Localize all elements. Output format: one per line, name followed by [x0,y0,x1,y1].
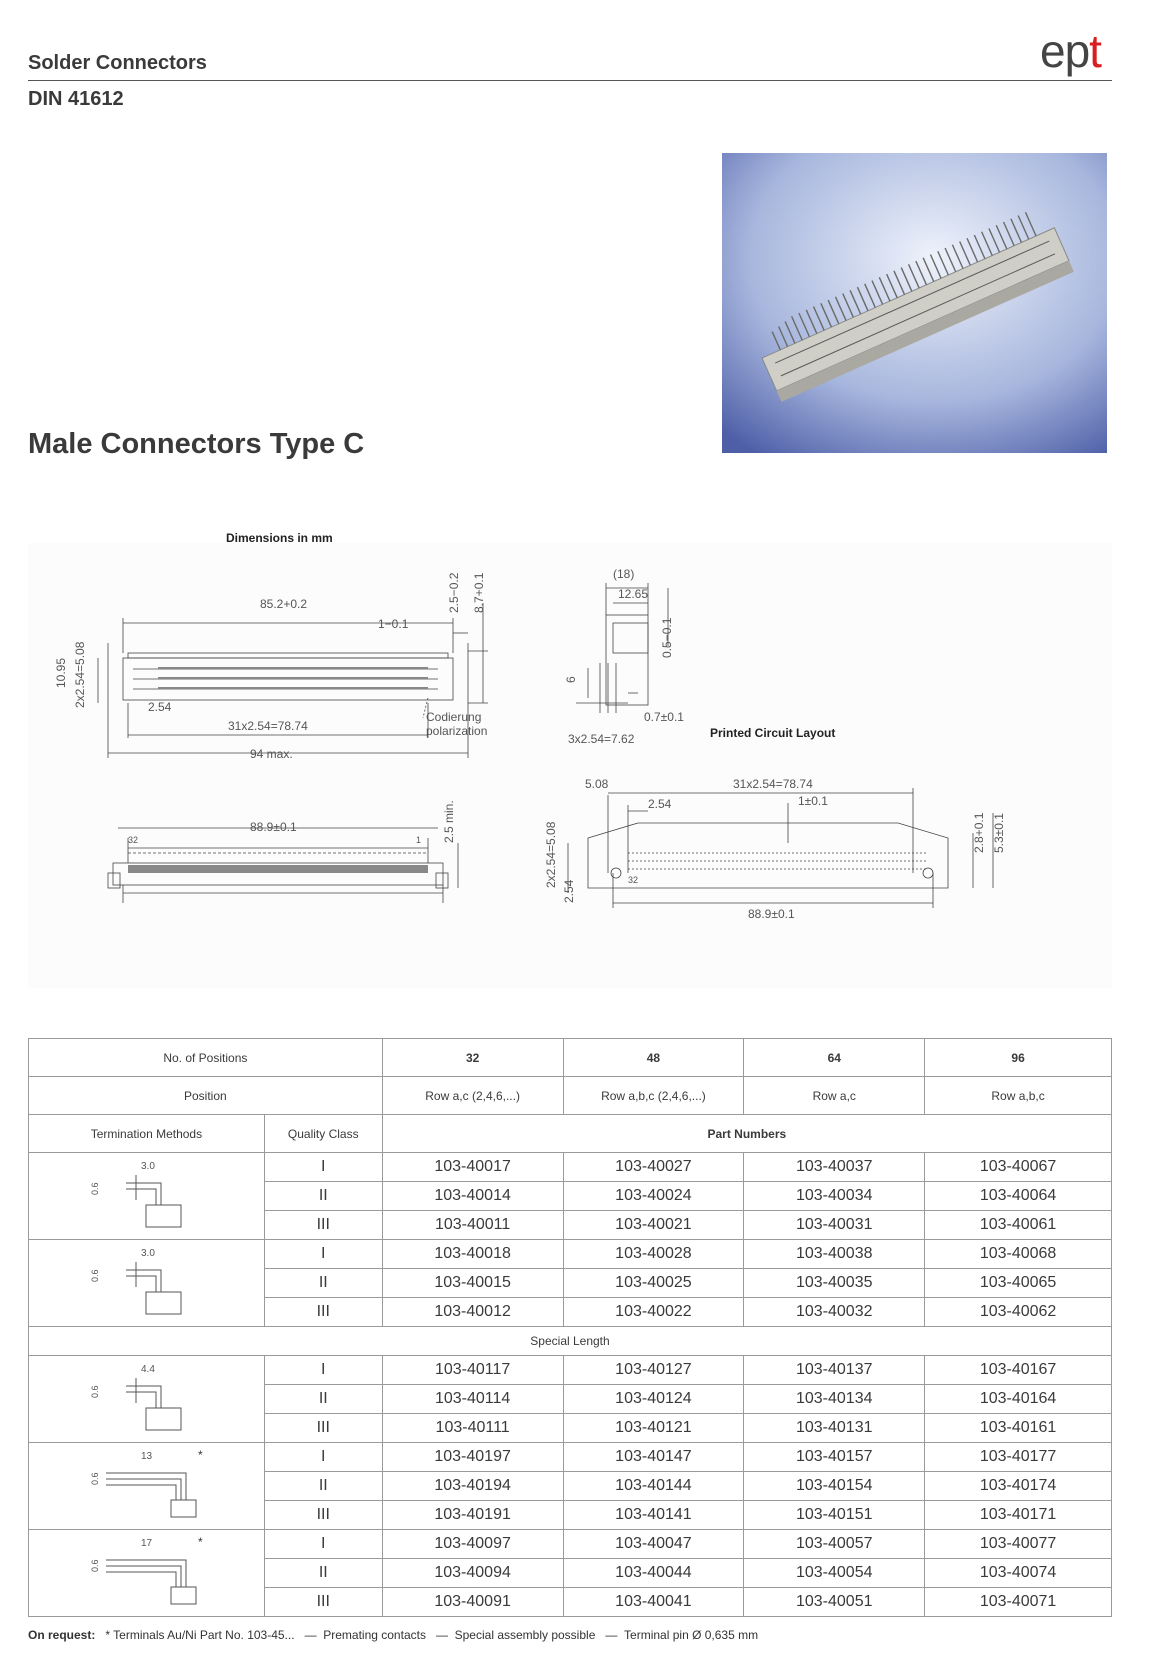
part-number: 103-40054 [744,1559,925,1588]
count-32: 32 [382,1039,563,1077]
part-number: 103-40141 [563,1501,744,1530]
part-number: 103-40071 [925,1588,1112,1617]
codierung-label: Codierung [426,710,482,724]
part-number: 103-40068 [925,1240,1112,1269]
part-number: 103-40021 [563,1211,744,1240]
count-48: 48 [563,1039,744,1077]
part-number: 103-40177 [925,1443,1112,1472]
part-number: 103-40067 [925,1153,1112,1182]
part-number: 103-40171 [925,1501,1112,1530]
part-number: 103-40057 [744,1530,925,1559]
asterisk-mark: * [198,1534,204,1549]
part-number: 103-40191 [382,1501,563,1530]
quality-class: II [264,1559,382,1588]
positions-label: No. of Positions [29,1039,383,1077]
part-number: 103-40114 [382,1385,563,1414]
dim-87: 8.7+0.1 [472,572,486,613]
footer-note-terminals: * Terminals Au/Ni Part No. 103-45... [105,1628,295,1642]
termination-sketch [86,1155,206,1233]
quality-class: III [264,1414,382,1443]
count-96: 96 [925,1039,1112,1077]
dim-25min: 2.5 min. [442,800,456,843]
termination-dim: 17 [141,1537,153,1549]
termination-cell [29,1153,265,1240]
part-number: 103-40174 [925,1472,1112,1501]
pcb-2x254: 2x2.54=5.08 [544,821,558,888]
technical-drawing [28,531,1112,988]
dim-05: 0.5−0.1 [660,617,674,658]
part-number: 103-40097 [382,1530,563,1559]
part-number: 103-40027 [563,1153,744,1182]
pcb-508: 5.08 [585,777,609,791]
footer-note-pin: Terminal pin Ø 0,635 mm [624,1628,759,1642]
pcb-32-label: 32 [628,875,639,885]
part-number: 103-40051 [744,1588,925,1617]
logo-suffix: t [1089,25,1101,77]
part-number: 103-40197 [382,1443,563,1472]
footer-note-assembly: Special assembly possible [454,1628,596,1642]
part-number: 103-40061 [925,1211,1112,1240]
dim-07: 0.7±0.1 [644,710,684,724]
termination-dim: 3.0 [141,1247,156,1259]
part-number: 103-40037 [744,1153,925,1182]
dim-254: 2.54 [148,700,172,714]
position-64: Row a,c [744,1077,925,1115]
part-number: 103-40062 [925,1298,1112,1327]
on-request-label: On request: [28,1628,96,1642]
termination-side-dim: 0.6 [90,1268,101,1282]
table-row [29,1443,1112,1472]
product-photo [722,153,1107,453]
quality-class: I [264,1153,382,1182]
position-96: Row a,b,c [925,1077,1112,1115]
pcb-254b: 2.54 [562,879,576,903]
part-number: 103-40014 [382,1182,563,1211]
termination-side-dim: 0.6 [90,1471,101,1485]
pcb-889: 88.9±0.1 [748,907,795,921]
special-length-label: Special Length [29,1327,1112,1356]
termination-dim: 3.0 [141,1160,156,1172]
part-number: 103-40117 [382,1356,563,1385]
part-number: 103-40031 [744,1211,925,1240]
quality-class: II [264,1269,382,1298]
quality-class: I [264,1240,382,1269]
part-number: 103-40151 [744,1501,925,1530]
part-number: 103-40094 [382,1559,563,1588]
logo-prefix: ep [1040,25,1090,77]
part-number: 103-40164 [925,1385,1112,1414]
quality-class: II [264,1385,382,1414]
termination-cell [29,1443,265,1530]
part-number: 103-40032 [744,1298,925,1327]
part-number: 103-40017 [382,1153,563,1182]
termination-dim: 4.4 [141,1363,156,1375]
pin-1-label: 1 [416,835,422,845]
dim-31x254: 31x2.54=78.74 [228,719,308,733]
part-number: 103-40012 [382,1298,563,1327]
termination-dim: 13 [141,1450,153,1462]
dim-94: 94 max. [250,747,293,761]
dim-top-length: 85.2+0.2 [260,597,308,611]
dim-18: (18) [613,567,635,581]
part-number: 103-40124 [563,1385,744,1414]
part-numbers-table [28,1038,1112,1617]
ept-logo [1040,24,1101,78]
polarization-label: polarization [426,724,488,738]
quality-class: III [264,1588,382,1617]
termination-side-dim: 0.6 [90,1181,101,1195]
part-numbers-label: Part Numbers [382,1115,1111,1153]
count-64: 64 [744,1039,925,1077]
part-number: 103-40011 [382,1211,563,1240]
footer-notes: On request: * Terminals Au/Ni Part No. 103-45... — Premating contacts — Special assembly possible — Terminal pin Ø 0,635 mm [28,1628,759,1642]
dim-3x254: 3x2.54=7.62 [568,732,635,746]
part-number: 103-40041 [563,1588,744,1617]
table-row [29,1240,1112,1269]
termination-sketch [86,1445,206,1523]
termination-side-dim: 0.6 [90,1384,101,1398]
part-number: 103-40131 [744,1414,925,1443]
termination-sketch [86,1358,206,1436]
termination-sketch [86,1532,206,1610]
part-number: 103-40144 [563,1472,744,1501]
part-number: 103-40035 [744,1269,925,1298]
quality-class: II [264,1472,382,1501]
dimensions-label: Dimensions in mm [226,531,333,545]
quality-class: III [264,1501,382,1530]
termination-cell [29,1356,265,1443]
asterisk-mark: * [198,1447,204,1462]
termination-cell [29,1530,265,1617]
header-rule [28,80,1112,81]
part-number: 103-40025 [563,1269,744,1298]
table-row [29,1153,1112,1182]
quality-class: I [264,1530,382,1559]
dim-6: 6 [564,676,578,683]
part-number: 103-40065 [925,1269,1112,1298]
part-number: 103-40074 [925,1559,1112,1588]
table-row [29,1530,1112,1559]
part-number: 103-40044 [563,1559,744,1588]
standard-groups [29,1153,1112,1327]
termination-label: Termination Methods [29,1115,265,1153]
dim-1-01: 1−0.1 [378,617,409,631]
pcb-1-01: 1±0.1 [798,794,828,808]
pcb-53: 5.3±0.1 [992,813,1006,853]
part-number: 103-40137 [744,1356,925,1385]
pcb-31x: 31x2.54=78.74 [733,777,813,791]
part-number: 103-40147 [563,1443,744,1472]
dim-25-02: 2.5−0.2 [447,572,461,613]
pin-32-label: 32 [128,835,139,845]
part-number: 103-40022 [563,1298,744,1327]
page-title: Male Connectors Type C [28,428,365,460]
part-number: 103-40194 [382,1472,563,1501]
quality-class: II [264,1182,382,1211]
quality-class: III [264,1211,382,1240]
part-number: 103-40024 [563,1182,744,1211]
part-number: 103-40154 [744,1472,925,1501]
part-number: 103-40134 [744,1385,925,1414]
dim-889: 88.9±0.1 [250,820,297,834]
quality-class: III [264,1298,382,1327]
position-48: Row a,b,c (2,4,6,...) [563,1077,744,1115]
part-number: 103-40064 [925,1182,1112,1211]
termination-sketch [86,1242,206,1320]
dim-1095: 10.95 [54,657,68,688]
section-title: Solder Connectors [28,52,207,74]
dim-1265: 12.65 [618,587,649,601]
part-number: 103-40018 [382,1240,563,1269]
termination-cell [29,1240,265,1327]
part-number: 103-40015 [382,1269,563,1298]
termination-side-dim: 0.6 [90,1558,101,1572]
dim-2x254: 2x2.54=5.08 [73,641,87,708]
table-row [29,1356,1112,1385]
part-number: 103-40127 [563,1356,744,1385]
position-label: Position [29,1077,383,1115]
pcb-254: 2.54 [648,797,672,811]
part-number: 103-40028 [563,1240,744,1269]
part-number: 103-40167 [925,1356,1112,1385]
quality-label: Quality Class [264,1115,382,1153]
pcb-28: 2.8+0.1 [972,812,986,853]
part-number: 103-40121 [563,1414,744,1443]
quality-class: I [264,1443,382,1472]
part-number: 103-40111 [382,1414,563,1443]
special-groups [29,1356,1112,1617]
part-number: 103-40034 [744,1182,925,1211]
section-subtitle: DIN 41612 [28,88,124,110]
part-number: 103-40047 [563,1530,744,1559]
part-number: 103-40077 [925,1530,1112,1559]
pcb-label: Printed Circuit Layout [710,726,836,740]
part-number: 103-40161 [925,1414,1112,1443]
footer-note-premating: Premating contacts [323,1628,426,1642]
position-32: Row a,c (2,4,6,...) [382,1077,563,1115]
part-number: 103-40038 [744,1240,925,1269]
part-number: 103-40157 [744,1443,925,1472]
part-number: 103-40091 [382,1588,563,1617]
quality-class: I [264,1356,382,1385]
